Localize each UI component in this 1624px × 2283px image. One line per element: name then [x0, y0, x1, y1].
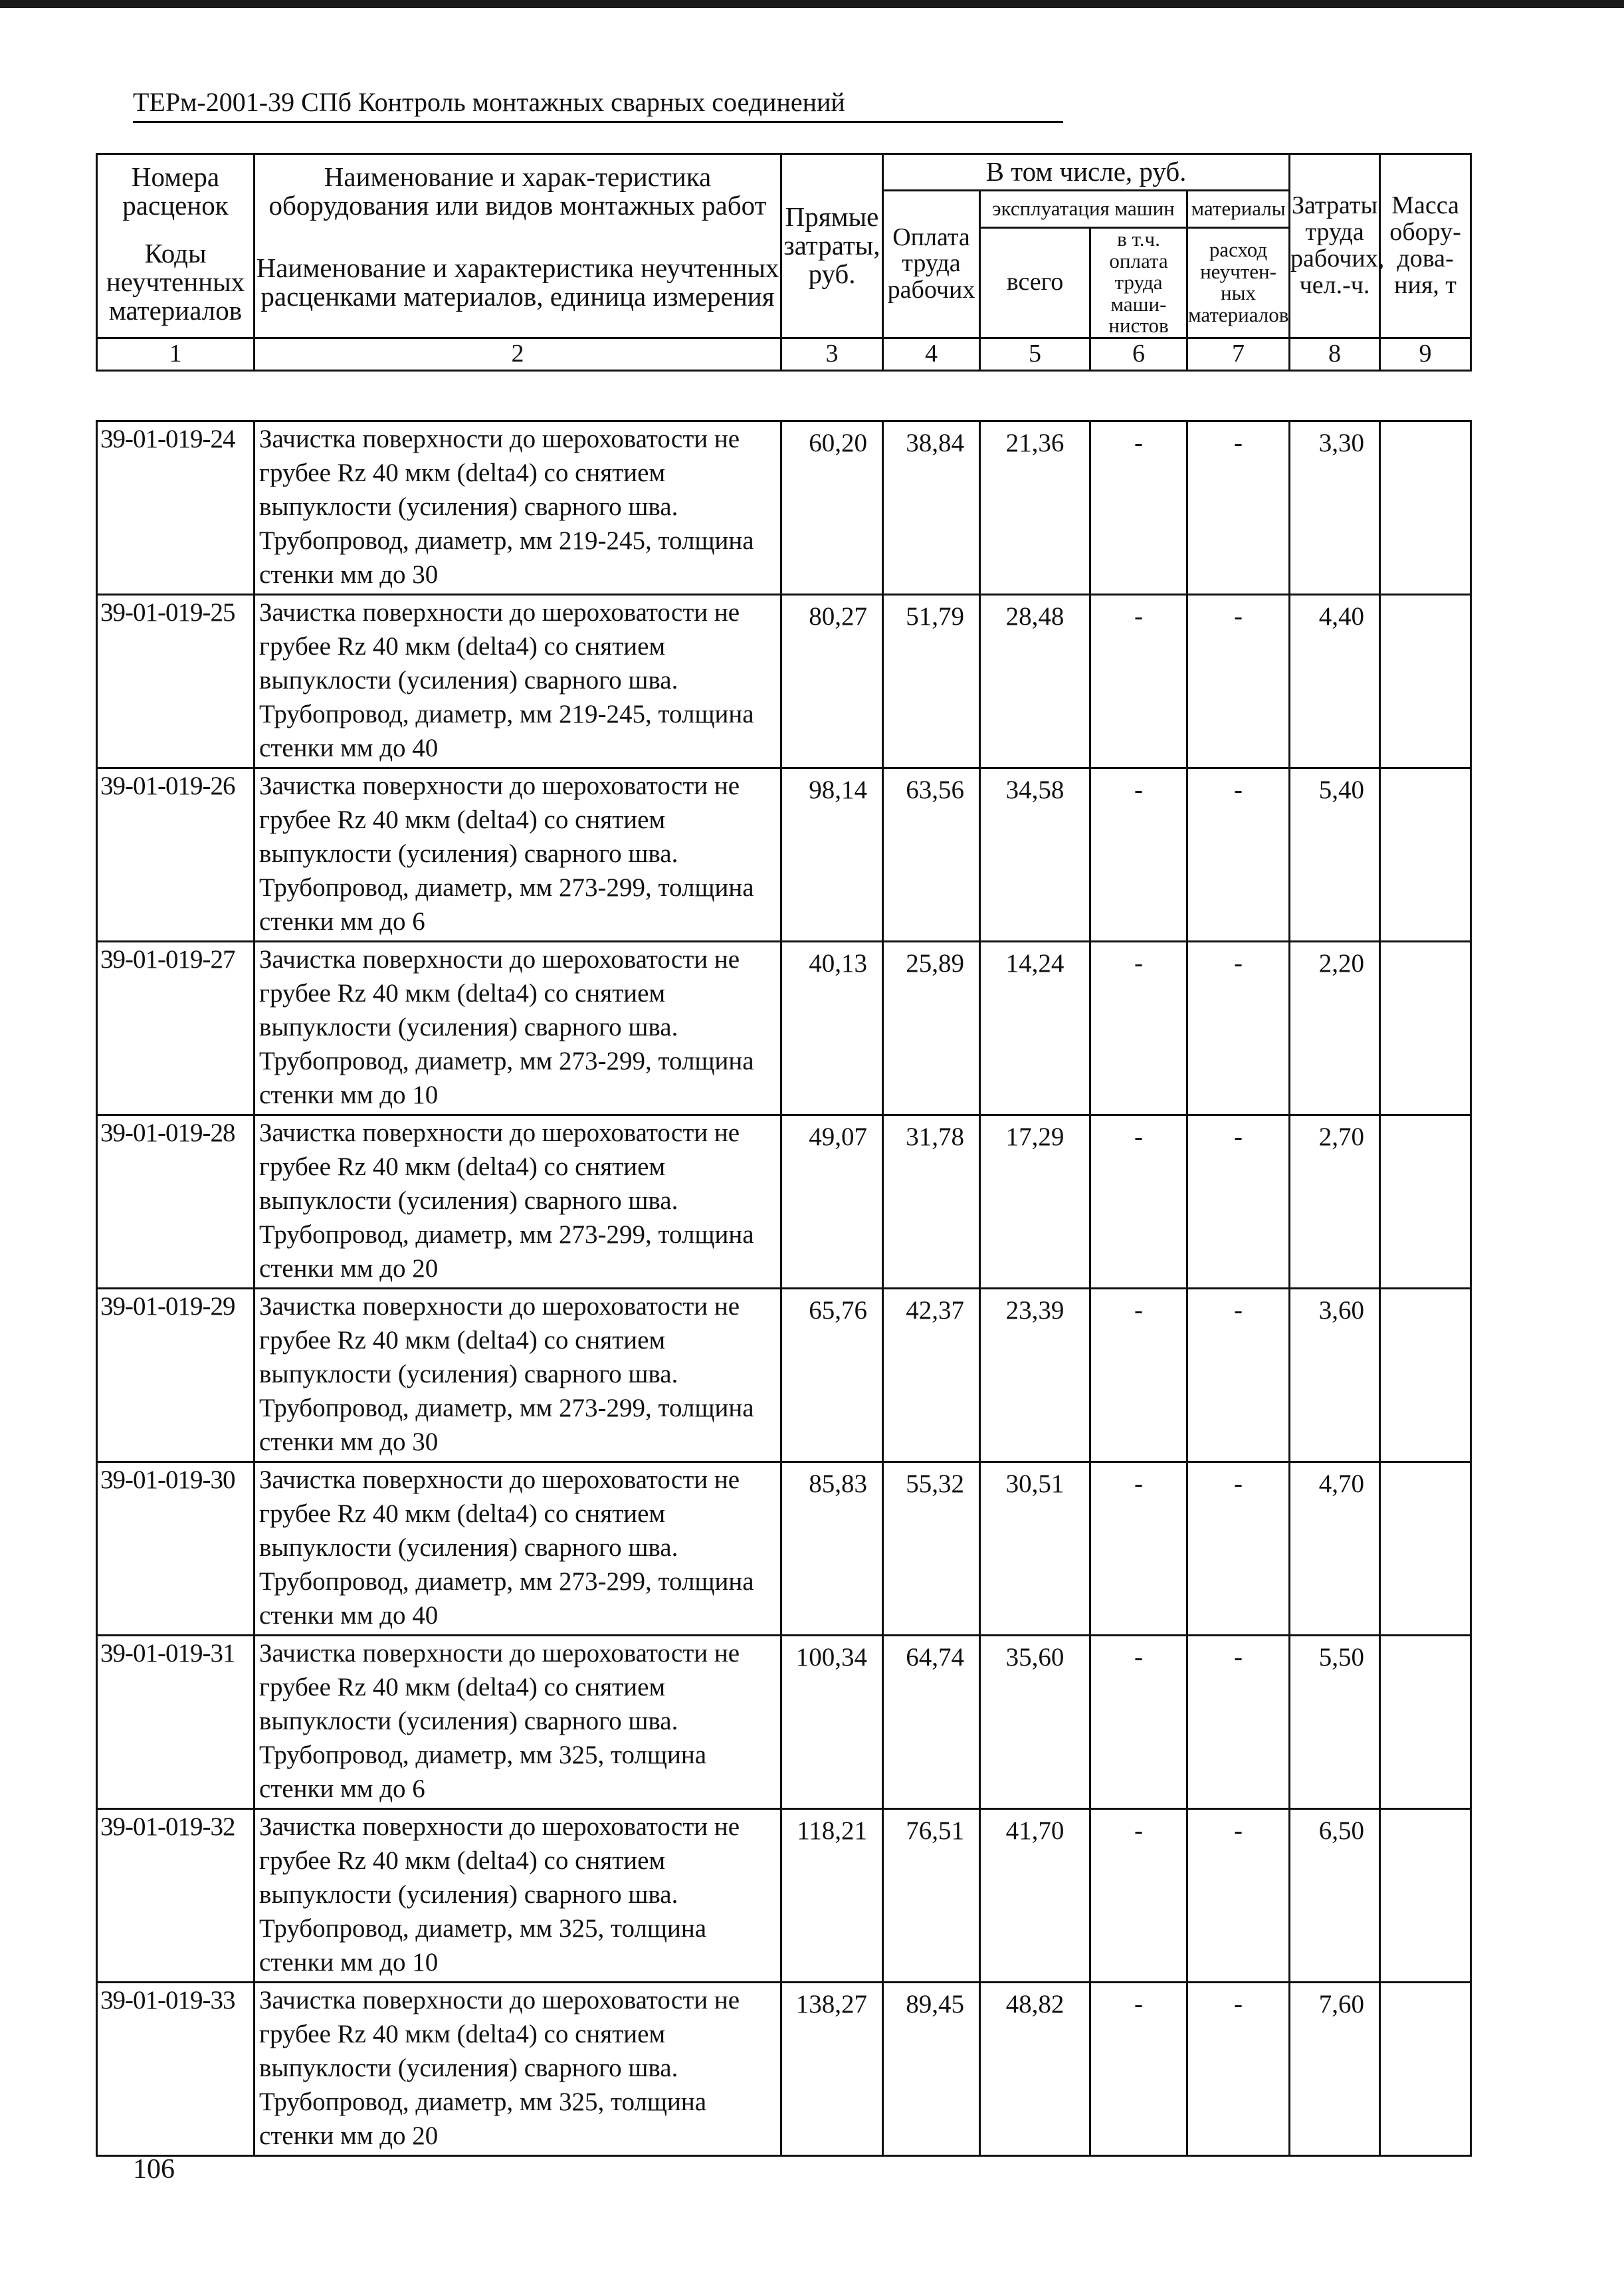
header-num-4: 4	[883, 338, 980, 370]
table-row	[97, 1983, 1471, 2156]
rate-code: 39-01-019-33	[97, 1983, 254, 2156]
table-row	[97, 942, 1471, 1115]
machinist-pay: -	[1090, 421, 1187, 595]
machines-total: 48,82	[980, 1983, 1090, 2156]
rate-description	[254, 1809, 781, 1983]
header-col6: в т.ч. оплата труда маши-нистов	[1090, 228, 1187, 338]
direct-costs: 118,21	[781, 1809, 883, 1983]
header-col7: расход неучтен-ных материалов	[1187, 228, 1290, 338]
rate-description	[254, 1462, 781, 1636]
rate-code: 39-01-019-31	[97, 1636, 254, 1809]
header-num-5: 5	[980, 338, 1090, 370]
labor-hours: 4,70	[1290, 1462, 1380, 1636]
table-row	[97, 1462, 1471, 1636]
direct-costs: 80,27	[781, 595, 883, 768]
header-group: В том числе, руб.	[883, 154, 1290, 191]
table-header	[96, 153, 1472, 372]
rate-code: 39-01-019-26	[97, 768, 254, 942]
header-col1-bottom: Коды неучтенных материалов	[97, 228, 254, 338]
rate-code: 39-01-019-25	[97, 595, 254, 768]
labor-hours: 3,30	[1290, 421, 1380, 595]
direct-costs: 100,34	[781, 1636, 883, 1809]
direct-costs: 98,14	[781, 768, 883, 942]
page-top-border	[0, 0, 1624, 8]
machinist-pay: -	[1090, 595, 1187, 768]
header-num-3: 3	[781, 338, 883, 370]
header-num-8: 8	[1290, 338, 1380, 370]
labor-hours: 2,70	[1290, 1115, 1380, 1289]
machinist-pay: -	[1090, 1636, 1187, 1809]
page-number: 106	[133, 2154, 175, 2185]
machines-total: 28,48	[980, 595, 1090, 768]
header-col1-top: Номера расценок	[97, 154, 254, 228]
direct-costs: 65,76	[781, 1289, 883, 1462]
machinist-pay: -	[1090, 768, 1187, 942]
equipment-mass	[1380, 595, 1471, 768]
header-num-2: 2	[254, 338, 781, 370]
equipment-mass	[1380, 768, 1471, 942]
rate-description-text: Зачистка поверхности до шероховатости не грубее Rz 40 мкм (delta4) со снятием выпуклости (усиления) сварного шва. Трубопровод, диаметр, мм 325, толщина стенки мм до 20	[259, 1986, 740, 2150]
rate-description	[254, 768, 781, 942]
header-num-1: 1	[97, 338, 254, 370]
rate-description-text: Зачистка поверхности до шероховатости не грубее Rz 40 мкм (delta4) со снятием выпуклости (усиления) сварного шва. Трубопровод, диаметр, мм 273-299, толщина стенки мм до 30	[259, 1292, 754, 1456]
header-materials: материалы	[1187, 191, 1290, 228]
labor-pay: 38,84	[883, 421, 980, 595]
materials: -	[1187, 942, 1290, 1115]
materials: -	[1187, 595, 1290, 768]
rate-description	[254, 421, 781, 595]
labor-hours: 5,50	[1290, 1636, 1380, 1809]
labor-pay: 51,79	[883, 595, 980, 768]
machinist-pay: -	[1090, 1983, 1187, 2156]
machinist-pay: -	[1090, 1289, 1187, 1462]
labor-hours: 2,20	[1290, 942, 1380, 1115]
materials: -	[1187, 1636, 1290, 1809]
equipment-mass	[1380, 1462, 1471, 1636]
labor-hours: 4,40	[1290, 595, 1380, 768]
header-col2-bottom: Наименование и характеристика неучтенных расценками материалов, единица измерения	[254, 228, 781, 338]
machinist-pay: -	[1090, 942, 1187, 1115]
materials: -	[1187, 768, 1290, 942]
direct-costs: 60,20	[781, 421, 883, 595]
table-row	[97, 1809, 1471, 1983]
materials: -	[1187, 1983, 1290, 2156]
labor-pay: 76,51	[883, 1809, 980, 1983]
header-col9: Масса обору-дова-ния, т	[1380, 154, 1471, 338]
table-row	[97, 1636, 1471, 1809]
equipment-mass	[1380, 1289, 1471, 1462]
rate-description-text: Зачистка поверхности до шероховатости не грубее Rz 40 мкм (delta4) со снятием выпуклости (усиления) сварного шва. Трубопровод, диаметр, мм 325, толщина стенки мм до 10	[259, 1812, 740, 1977]
labor-pay: 63,56	[883, 768, 980, 942]
labor-pay: 31,78	[883, 1115, 980, 1289]
machines-total: 17,29	[980, 1115, 1090, 1289]
rate-description-text: Зачистка поверхности до шероховатости не грубее Rz 40 мкм (delta4) со снятием выпуклости (усиления) сварного шва. Трубопровод, диаметр, мм 273-299, толщина стенки мм до 6	[259, 772, 754, 936]
equipment-mass	[1380, 1809, 1471, 1983]
rate-description	[254, 942, 781, 1115]
equipment-mass	[1380, 1115, 1471, 1289]
table-row	[97, 595, 1471, 768]
rate-code: 39-01-019-29	[97, 1289, 254, 1462]
direct-costs: 40,13	[781, 942, 883, 1115]
header-num-9: 9	[1380, 338, 1471, 370]
materials: -	[1187, 1462, 1290, 1636]
machines-total: 34,58	[980, 768, 1090, 942]
equipment-mass	[1380, 421, 1471, 595]
machines-total: 21,36	[980, 421, 1090, 595]
rate-description-text: Зачистка поверхности до шероховатости не грубее Rz 40 мкм (delta4) со снятием выпуклости (усиления) сварного шва. Трубопровод, диаметр, мм 273-299, толщина стенки мм до 40	[259, 1466, 754, 1630]
equipment-mass	[1380, 1983, 1471, 2156]
header-col5: всего	[980, 228, 1090, 338]
rate-description-text: Зачистка поверхности до шероховатости не грубее Rz 40 мкм (delta4) со снятием выпуклости (усиления) сварного шва. Трубопровод, диаметр, мм 219-245, толщина стенки мм до 40	[259, 598, 754, 762]
rate-code: 39-01-019-32	[97, 1809, 254, 1983]
table-row	[97, 421, 1471, 595]
rate-description	[254, 1983, 781, 2156]
labor-pay: 25,89	[883, 942, 980, 1115]
header-col4: Оплата труда рабочих	[883, 191, 980, 338]
rate-description	[254, 1115, 781, 1289]
labor-pay: 42,37	[883, 1289, 980, 1462]
rate-description-text: Зачистка поверхности до шероховатости не грубее Rz 40 мкм (delta4) со снятием выпуклости (усиления) сварного шва. Трубопровод, диаметр, мм 219-245, толщина стенки мм до 30	[259, 425, 754, 589]
header-col3: Прямые затраты, руб.	[781, 154, 883, 338]
labor-hours: 6,50	[1290, 1809, 1380, 1983]
rate-description-text: Зачистка поверхности до шероховатости не грубее Rz 40 мкм (delta4) со снятием выпуклости (усиления) сварного шва. Трубопровод, диаметр, мм 273-299, толщина стенки мм до 20	[259, 1119, 754, 1283]
rate-description	[254, 1289, 781, 1462]
rate-description-text: Зачистка поверхности до шероховатости не грубее Rz 40 мкм (delta4) со снятием выпуклости (усиления) сварного шва. Трубопровод, диаметр, мм 273-299, толщина стенки мм до 10	[259, 945, 754, 1109]
machines-total: 14,24	[980, 942, 1090, 1115]
labor-pay: 89,45	[883, 1983, 980, 2156]
materials: -	[1187, 1115, 1290, 1289]
equipment-mass	[1380, 942, 1471, 1115]
equipment-mass	[1380, 1636, 1471, 1809]
labor-hours: 3,60	[1290, 1289, 1380, 1462]
header-col2-top: Наименование и харак-теристика оборудования или видов монтажных работ	[254, 154, 781, 228]
labor-pay: 64,74	[883, 1636, 980, 1809]
machines-total: 35,60	[980, 1636, 1090, 1809]
rate-code: 39-01-019-28	[97, 1115, 254, 1289]
materials: -	[1187, 421, 1290, 595]
rates-table	[96, 420, 1472, 2157]
machinist-pay: -	[1090, 1115, 1187, 1289]
table-row	[97, 768, 1471, 942]
rate-description-text: Зачистка поверхности до шероховатости не грубее Rz 40 мкм (delta4) со снятием выпуклости (усиления) сварного шва. Трубопровод, диаметр, мм 325, толщина стенки мм до 6	[259, 1639, 740, 1803]
rate-description	[254, 1636, 781, 1809]
header-num-7: 7	[1187, 338, 1290, 370]
table-row	[97, 1115, 1471, 1289]
materials: -	[1187, 1289, 1290, 1462]
labor-hours: 5,40	[1290, 768, 1380, 942]
labor-hours: 7,60	[1290, 1983, 1380, 2156]
rate-code: 39-01-019-30	[97, 1462, 254, 1636]
direct-costs: 138,27	[781, 1983, 883, 2156]
machines-total: 41,70	[980, 1809, 1090, 1983]
machines-total: 23,39	[980, 1289, 1090, 1462]
header-col8: Затраты труда рабочих, чел.-ч.	[1290, 154, 1380, 338]
running-head: ТЕРм-2001-39 СПб Контроль монтажных сварных соединений	[133, 84, 1063, 123]
direct-costs: 85,83	[781, 1462, 883, 1636]
header-num-6: 6	[1090, 338, 1187, 370]
labor-pay: 55,32	[883, 1462, 980, 1636]
table-row	[97, 1289, 1471, 1462]
rate-code: 39-01-019-27	[97, 942, 254, 1115]
machines-total: 30,51	[980, 1462, 1090, 1636]
rate-description	[254, 595, 781, 768]
materials: -	[1187, 1809, 1290, 1983]
rate-code: 39-01-019-24	[97, 421, 254, 595]
direct-costs: 49,07	[781, 1115, 883, 1289]
machinist-pay: -	[1090, 1462, 1187, 1636]
header-machines: эксплуатация машин	[980, 191, 1187, 228]
machinist-pay: -	[1090, 1809, 1187, 1983]
